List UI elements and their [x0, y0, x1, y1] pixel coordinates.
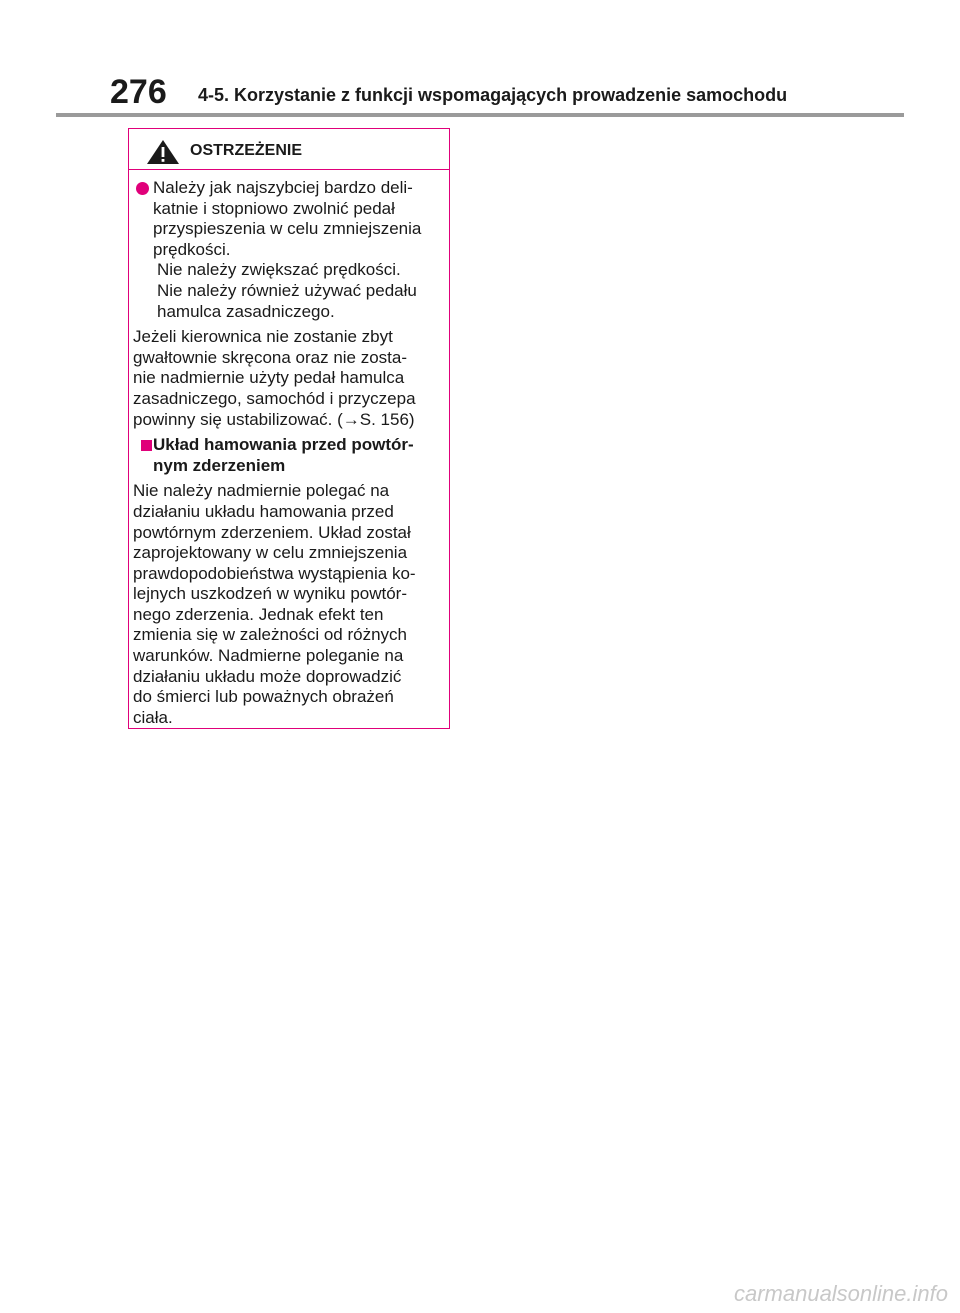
subheading — [133, 435, 443, 476]
bullet-text: Należy jak najszybciej bardzo deli- katnie i stopniowo zwolnić pedał przyspieszenia w celu zmniejszenia prędkości. — [153, 178, 422, 259]
subheading-text: Układ hamowania przed powtór- nym zderzeniem — [153, 435, 414, 475]
warning-body — [129, 170, 449, 728]
page-header — [0, 0, 960, 118]
warning-box — [128, 128, 450, 729]
warning-triangle-icon — [146, 139, 180, 165]
header-divider — [56, 113, 904, 117]
paragraph-stabilize: Jeżeli kierownica nie zostanie zbyt gwałtownie skręcona oraz nie zosta- nie nadmiernie użyty pedał hamulca zasadniczego, samochód i przyczepa powinny się ustabilizować. (→S. 156) — [133, 327, 416, 429]
warning-title: OSTRZEŻENIE — [190, 142, 303, 159]
bullet-sub-text: Nie należy zwiększać prędkości. Nie należy również używać pedału hamulca zasadniczego. — [157, 260, 417, 321]
bullet-item — [133, 178, 443, 322]
page-number: 276 — [110, 73, 167, 111]
bullet-dot-icon — [136, 182, 149, 195]
chapter-title: 4-5. Korzystanie z funkcji wspomagających prowadzenie samochodu — [198, 85, 788, 105]
square-bullet-icon — [141, 440, 152, 451]
warning-header — [129, 129, 449, 170]
paragraph-collision-brake: Nie należy nadmiernie polegać na działaniu układu hamowania przed powtórnym zderzeniem. Układ został zaprojektowany w celu zmniejszenia prawdopodobieństwa wystąpienia ko- lejnych uszkodzeń w wyniku powtór- nego zderzenia. Jednak efekt ten zmienia się w zależności od różnych warunków. Nadmierne poleganie na działaniu układu może doprowadzić do śmierci lub poważnych obrażeń ciała. — [133, 481, 416, 727]
watermark: carmanualsonline.info — [733, 1281, 948, 1306]
